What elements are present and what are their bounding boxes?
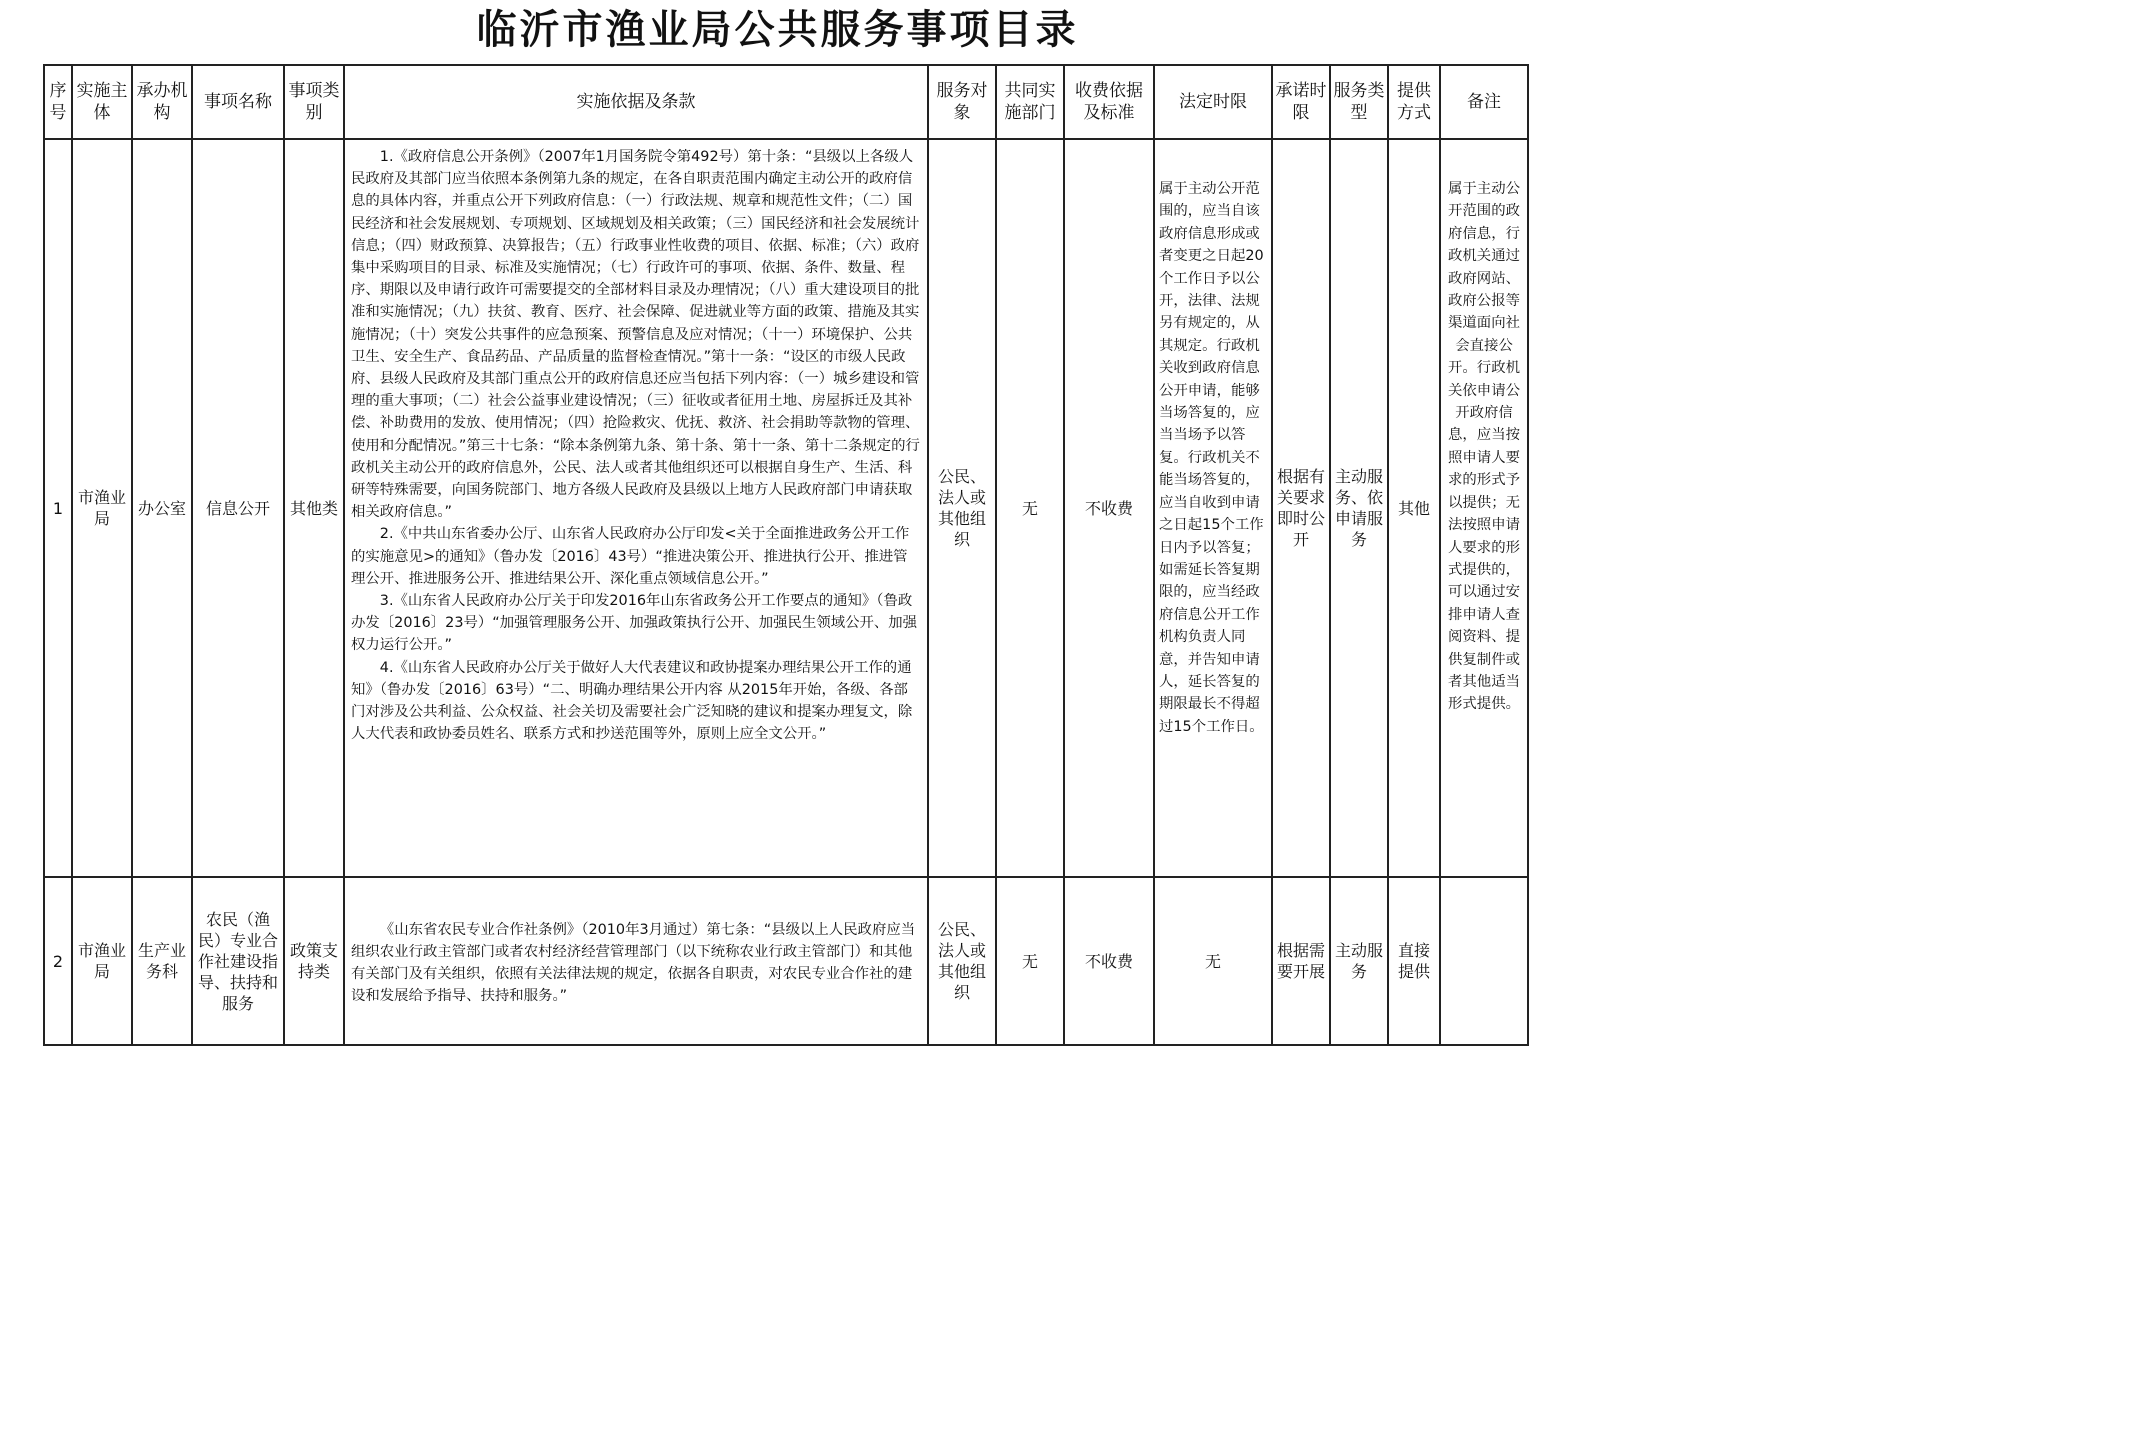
- header-fee-basis: 收费依据及标准: [1064, 65, 1154, 139]
- row-seq: 1: [44, 139, 72, 877]
- basis-paragraph: 1.《政府信息公开条例》（2007年1月国务院令第492号）第十条：“县级以上各级人民政府及其部门应当依照本条例第九条的规定，在各自职责范围内确定主动公开的政府信息的具体内容，并重点公开下列政府信息：（一）行政法规、规章和规范性文件；（二）国民经济和社会发展规划、专项规划、区域规划及相关政策；（三）国民经济和社会发展统计信息；（四）财政预算、决算报告；（五）行政事业性收费的项目、依据、标准；（六）政府集中采购项目的目录、标准及实施情况；（七）行政许可的事项、依据、条件、数量、程序、期限以及申请行政许可需要提交的全部材料目录及办理情况；（八）重大建设项目的批准和实施情况；（九）扶贫、教育、医疗、社会保障、促进就业等方面的政策、措施及其实施情况；（十）突发公共事件的应急预案、预警信息及应对情况；（十一）环境保护、公共卫生、安全生产、食品药品、产品质量的监督检查情况。”第十一条：“设区的市级人民政府、县级人民政府及其部门重点公开的政府信息还应当包括下列内容：（一）城乡建设和管理的重大事项；（二）社会公益事业建设情况；（三）征收或者征用土地、房屋拆迁及其补偿、补助费用的发放、使用情况；（四）抢险救灾、优抚、救济、社会捐助等款物的管理、使用和分配情况。”第三十七条：“除本条例第九条、第十条、第十一条、第十二条规定的行政机关主动公开的政府信息外，公民、法人或者其他组织还可以根据自身生产、生活、科研等特殊需要，向国务院部门、地方各级人民政府及县级以上地方人民政府部门申请获取相关政府信息。”: [351, 149, 920, 521]
- row-provide-method: 直接提供: [1388, 877, 1440, 1045]
- row-service-target: 公民、法人或其他组织: [928, 139, 996, 877]
- header-basis: 实施依据及条款: [344, 65, 928, 139]
- basis-paragraph: 《山东省农民专业合作社条例》（2010年3月通过）第七条：“县级以上人民政府应当组织农业行政主管部门或者农村经济经营管理部门（以下统称农业行政主管部门）和其他有关部门及有关组织，依照有关法律法规的规定，依据各自职责，对农民专业合作社的建设和发展给予指导、扶持和服务。”: [351, 921, 916, 1005]
- header-service-type: 服务类型: [1330, 65, 1388, 139]
- row-provide-method: 其他: [1388, 139, 1440, 877]
- row-legal-limit: 属于主动公开范围的，应当自该政府信息形成或者变更之日起20个工作日予以公开，法律、法规另有规定的，从其规定。行政机关收到政府信息公开申请，能够当场答复的，应当当场予以答复。行政机关不能当场答复的，应当自收到申请之日起15个工作日内予以答复；如需延长答复期限的，应当经政府信息公开工作机构负责人同意，并告知申请人，延长答复的期限最长不得超过15个工作日。: [1154, 139, 1272, 877]
- row-basis: [344, 877, 928, 1045]
- row-service-target: 公民、法人或其他组织: [928, 877, 996, 1045]
- header-implementer: 实施主体: [72, 65, 132, 139]
- row-seq: 2: [44, 877, 72, 1045]
- header-legal-limit: 法定时限: [1154, 65, 1272, 139]
- table-header-row: [44, 65, 1528, 139]
- basis-paragraph: 3.《山东省人民政府办公厅关于印发2016年山东省政务公开工作要点的通知》（鲁政办发〔2016〕23号）“加强管理服务公开、加强政策执行公开、加强民生领域公开、加强权力运行公开。”: [351, 593, 918, 654]
- row-service-type: 主动服务、依申请服务: [1330, 139, 1388, 877]
- row-item-type: 政策支持类: [284, 877, 344, 1045]
- row-undertaker: 生产业务科: [132, 877, 192, 1045]
- header-provide-method: 提供方式: [1388, 65, 1440, 139]
- row-remarks: [1440, 877, 1528, 1045]
- page-title: 临沂市渔业局公共服务事项目录: [476, 7, 1079, 53]
- header-promised-limit: 承诺时限: [1272, 65, 1330, 139]
- row-basis: [344, 139, 928, 877]
- header-undertaker: 承办机构: [132, 65, 192, 139]
- basis-paragraph: 2.《中共山东省委办公厅、山东省人民政府办公厅印发<关于全面推进政务公开工作的实施意见>的通知》（鲁办发〔2016〕43号）“推进决策公开、推进执行公开、推进管理公开、推进服务公开、推进结果公开、深化重点领域信息公开。”: [351, 526, 910, 587]
- row-implementer: 市渔业局: [72, 139, 132, 877]
- row-fee-basis: 不收费: [1064, 877, 1154, 1045]
- row-joint-dept: 无: [996, 139, 1064, 877]
- row-undertaker: 办公室: [132, 139, 192, 877]
- row-remarks: 属于主动公开范围的政府信息，行政机关通过政府网站、政府公报等渠道面向社会直接公开。行政机关依申请公开政府信息，应当按照申请人要求的形式予以提供；无法按照申请人要求的形式提供的，可以通过安排申请人查阅资料、提供复制件或者其他适当形式提供。: [1440, 139, 1528, 877]
- table-row: [44, 139, 1528, 877]
- header-remarks: 备注: [1440, 65, 1528, 139]
- row-promised-limit: 根据需要开展: [1272, 877, 1330, 1045]
- header-seq: 序号: [44, 65, 72, 139]
- row-legal-limit: 无: [1154, 877, 1272, 1045]
- row-service-type: 主动服务: [1330, 877, 1388, 1045]
- header-item-name: 事项名称: [192, 65, 284, 139]
- header-item-type: 事项类别: [284, 65, 344, 139]
- row-item-name: 农民（渔民）专业合作社建设指导、扶持和服务: [192, 877, 284, 1045]
- row-item-name: 信息公开: [192, 139, 284, 877]
- row-promised-limit: 根据有关要求即时公开: [1272, 139, 1330, 877]
- basis-paragraph: 4.《山东省人民政府办公厅关于做好人大代表建议和政协提案办理结果公开工作的通知》（鲁办发〔2016〕63号）“二、明确办理结果公开内容 从2015年开始，各级、各部门对涉及公共利益、公众权益、社会关切及需要社会广泛知晓的建议和提案办理复文，除人大代表和政协委员姓名、联系方式和抄送范围等外，原则上应全文公开。”: [351, 659, 913, 743]
- header-service-target: 服务对象: [928, 65, 996, 139]
- table-row: [44, 877, 1528, 1045]
- service-catalog-table: [43, 64, 1529, 1046]
- header-joint-dept: 共同实施部门: [996, 65, 1064, 139]
- row-fee-basis: 不收费: [1064, 139, 1154, 877]
- row-implementer: 市渔业局: [72, 877, 132, 1045]
- row-joint-dept: 无: [996, 877, 1064, 1045]
- row-item-type: 其他类: [284, 139, 344, 877]
